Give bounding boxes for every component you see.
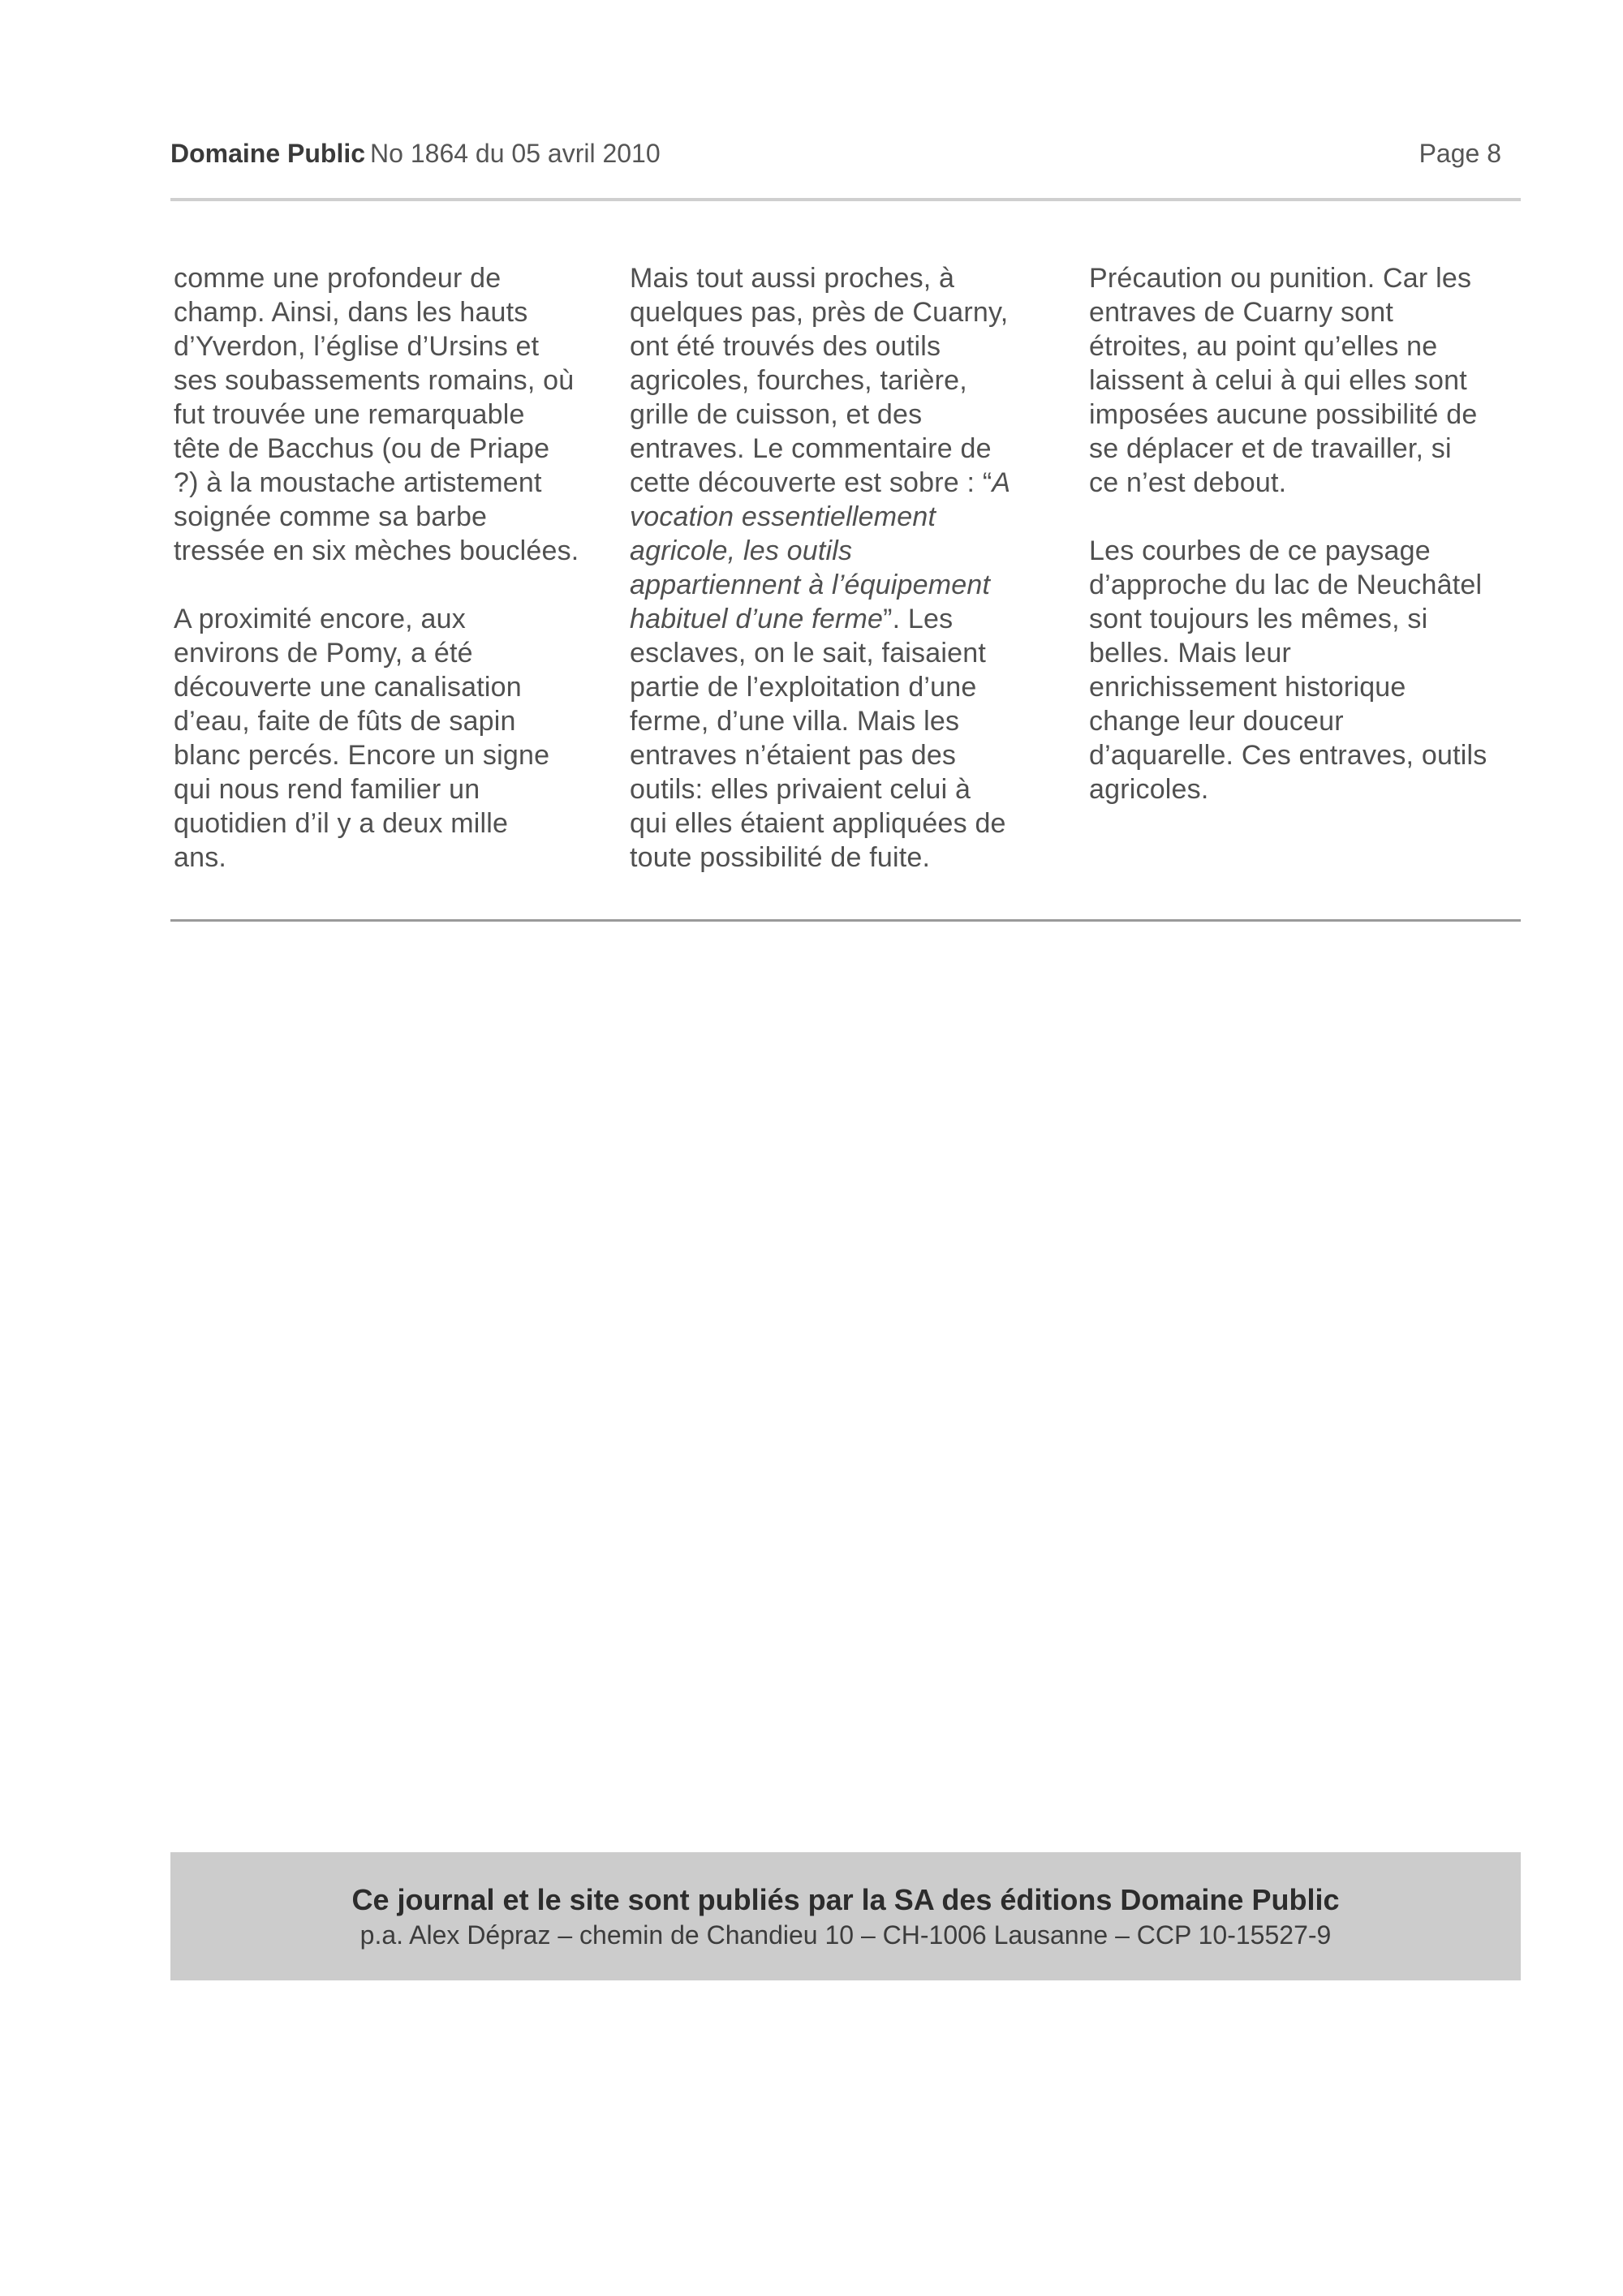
column-2-quote: A vocation essentiellement agricole, les outils appartiennent à l’équipement habituel d’une ferme	[630, 467, 1011, 634]
article-column-3	[1089, 261, 1511, 841]
article-column-1	[174, 261, 596, 909]
header-divider	[170, 198, 1521, 201]
issue-info: No 1864 du 05 avril 2010	[370, 139, 661, 168]
column-3-paragraph-2: Les courbes de ce paysage d’approche du lac de Neuchâtel sont toujours les mêmes, si belles. Mais leur enrichissement historique change leur douceur d’aquarelle. Ces entraves, outils agricoles.	[1089, 535, 1487, 805]
column-2-intro: Mais tout aussi proches, à quelques pas, près de Cuarny, ont été trouvés des outils agricoles, fourches, tarière, grille de cuisson, et des entraves. Le commentaire de cette découverte est sobre : “	[630, 263, 1009, 498]
publication-title: Domaine Public	[170, 139, 366, 168]
article-body	[174, 261, 1521, 902]
publisher-footer	[170, 1852, 1521, 1980]
column-1-paragraph-1: comme une profondeur de champ. Ainsi, dans les hauts d’Yverdon, l’église d’Ursins et ses soubassements romains, où fut trouvée une remarquable tête de Bacchus (ou de Priape ?) à la moustache artistement soignée comme sa barbe tressée en six mèches bouclées.	[174, 263, 579, 566]
publisher-statement: Ce journal et le site sont publiés par la SA des éditions Domaine Public	[351, 1883, 1340, 1916]
article-end-divider	[170, 919, 1521, 922]
publisher-address: p.a. Alex Dépraz – chemin de Chandieu 10 – CH-1006 Lausanne – CCP 10-15527-9	[359, 1920, 1332, 1950]
column-2-outro: ”. Les esclaves, on le sait, faisaient partie de l’exploitation d’une ferme, d’une villa. Mais les entraves n’étaient pas des outils: elles privaient celui à qui elles étaient appliquées de toute possibilité de fuite.	[630, 604, 1006, 873]
column-1-paragraph-2: A proximité encore, aux environs de Pomy, a été découverte une canalisation d’eau, faite de fûts de sapin blanc percés. Encore un signe qui nous rend familier un quotidien d’il y a deux mille ans.	[174, 604, 550, 873]
page-number: Page 8	[1419, 139, 1501, 168]
column-3-paragraph-1: Précaution ou punition. Car les entraves de Cuarny sont étroites, au point qu’elles ne laissent à celui à qui elles sont imposées aucune possibilité de se déplacer et de travailler, si ce n’est debout.	[1089, 263, 1478, 498]
article-column-2	[630, 261, 1052, 909]
column-2-paragraph	[630, 261, 1052, 875]
page-header	[170, 134, 1501, 173]
